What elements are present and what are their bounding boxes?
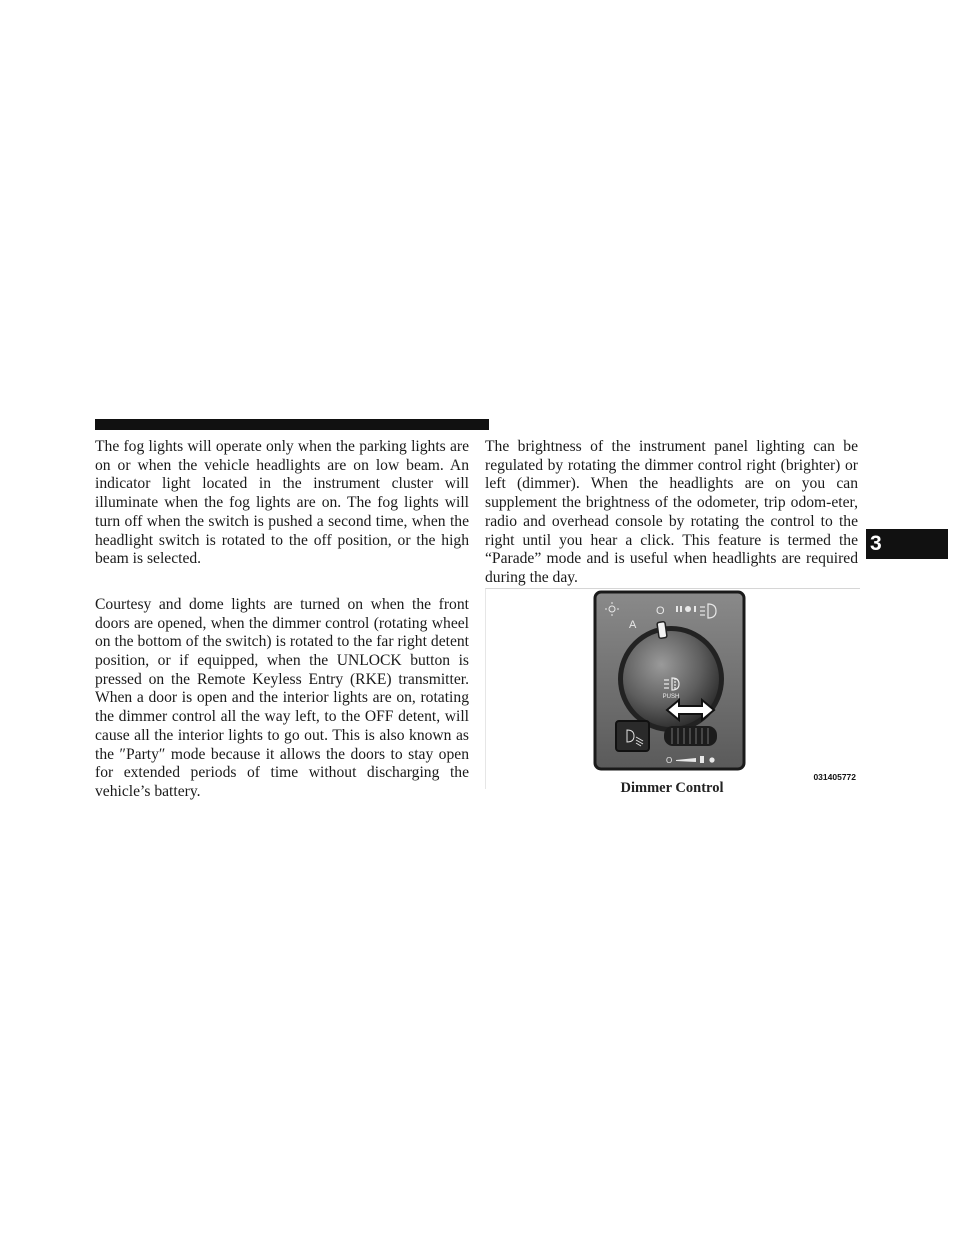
push-label: PUSH	[662, 694, 680, 700]
left-column	[95, 438, 469, 802]
fog-lights-paragraph: The fog lights will operate only when the parking lights are on or when the vehicle headlights are on low beam. An indicator light located in the instrument cluster will illuminate when the fog lights are on. The fog lights will turn off when the switch is pushed a second time, when the headlight switch is rotated to the off position, or the high beam is selected.	[95, 438, 469, 568]
auto-position-label: A	[629, 619, 637, 631]
dimmer-paragraph: The brightness of the instrument panel lighting can be regulated by rotating the dimmer control right (brighter) or left (dimmer). When the headlights are on you can supplement the brightness of the odometer, trip odom-eter, radio and overhead console by rotating the control to the right until you hear a click. This feature is termed the “Parade” mode and is useful when headlights are required during the day.	[485, 438, 858, 586]
chapter-tab: 3	[866, 529, 948, 559]
headlight-switch-illustration	[486, 589, 860, 789]
leveling-button	[616, 721, 649, 751]
figure-caption: Dimmer Control	[620, 780, 724, 796]
off-position-label: O	[656, 605, 665, 617]
dimmer-control-figure	[485, 588, 860, 789]
dimmer-detent-mark	[700, 756, 704, 763]
courtesy-lights-paragraph: Courtesy and dome lights are turned on when the front doors are opened, when the dimmer control (rotating wheel on the bottom of the switch) is rotated to the far right detent position, or if equipped, when the UNLOCK button is pressed on the Remote Keyless Entry (RKE) transmitter. When a door is open and the interior lights are on, rotating the dimmer control all the way left, to the OFF detent, will cause all the interior lights to go out. This is also known as the ″Party″ mode because it allows the doors to stay open for extended periods of time without discharging the vehicle’s battery.	[95, 595, 469, 800]
dimmer-detent-dot	[709, 757, 714, 762]
knob-pointer	[657, 622, 667, 639]
figure-image-id: 031405772	[813, 772, 856, 782]
section-header-rule	[95, 419, 489, 430]
dimmer-off-label: O	[666, 756, 673, 765]
thumbwheel-ridges	[672, 728, 708, 744]
right-column	[485, 438, 858, 588]
